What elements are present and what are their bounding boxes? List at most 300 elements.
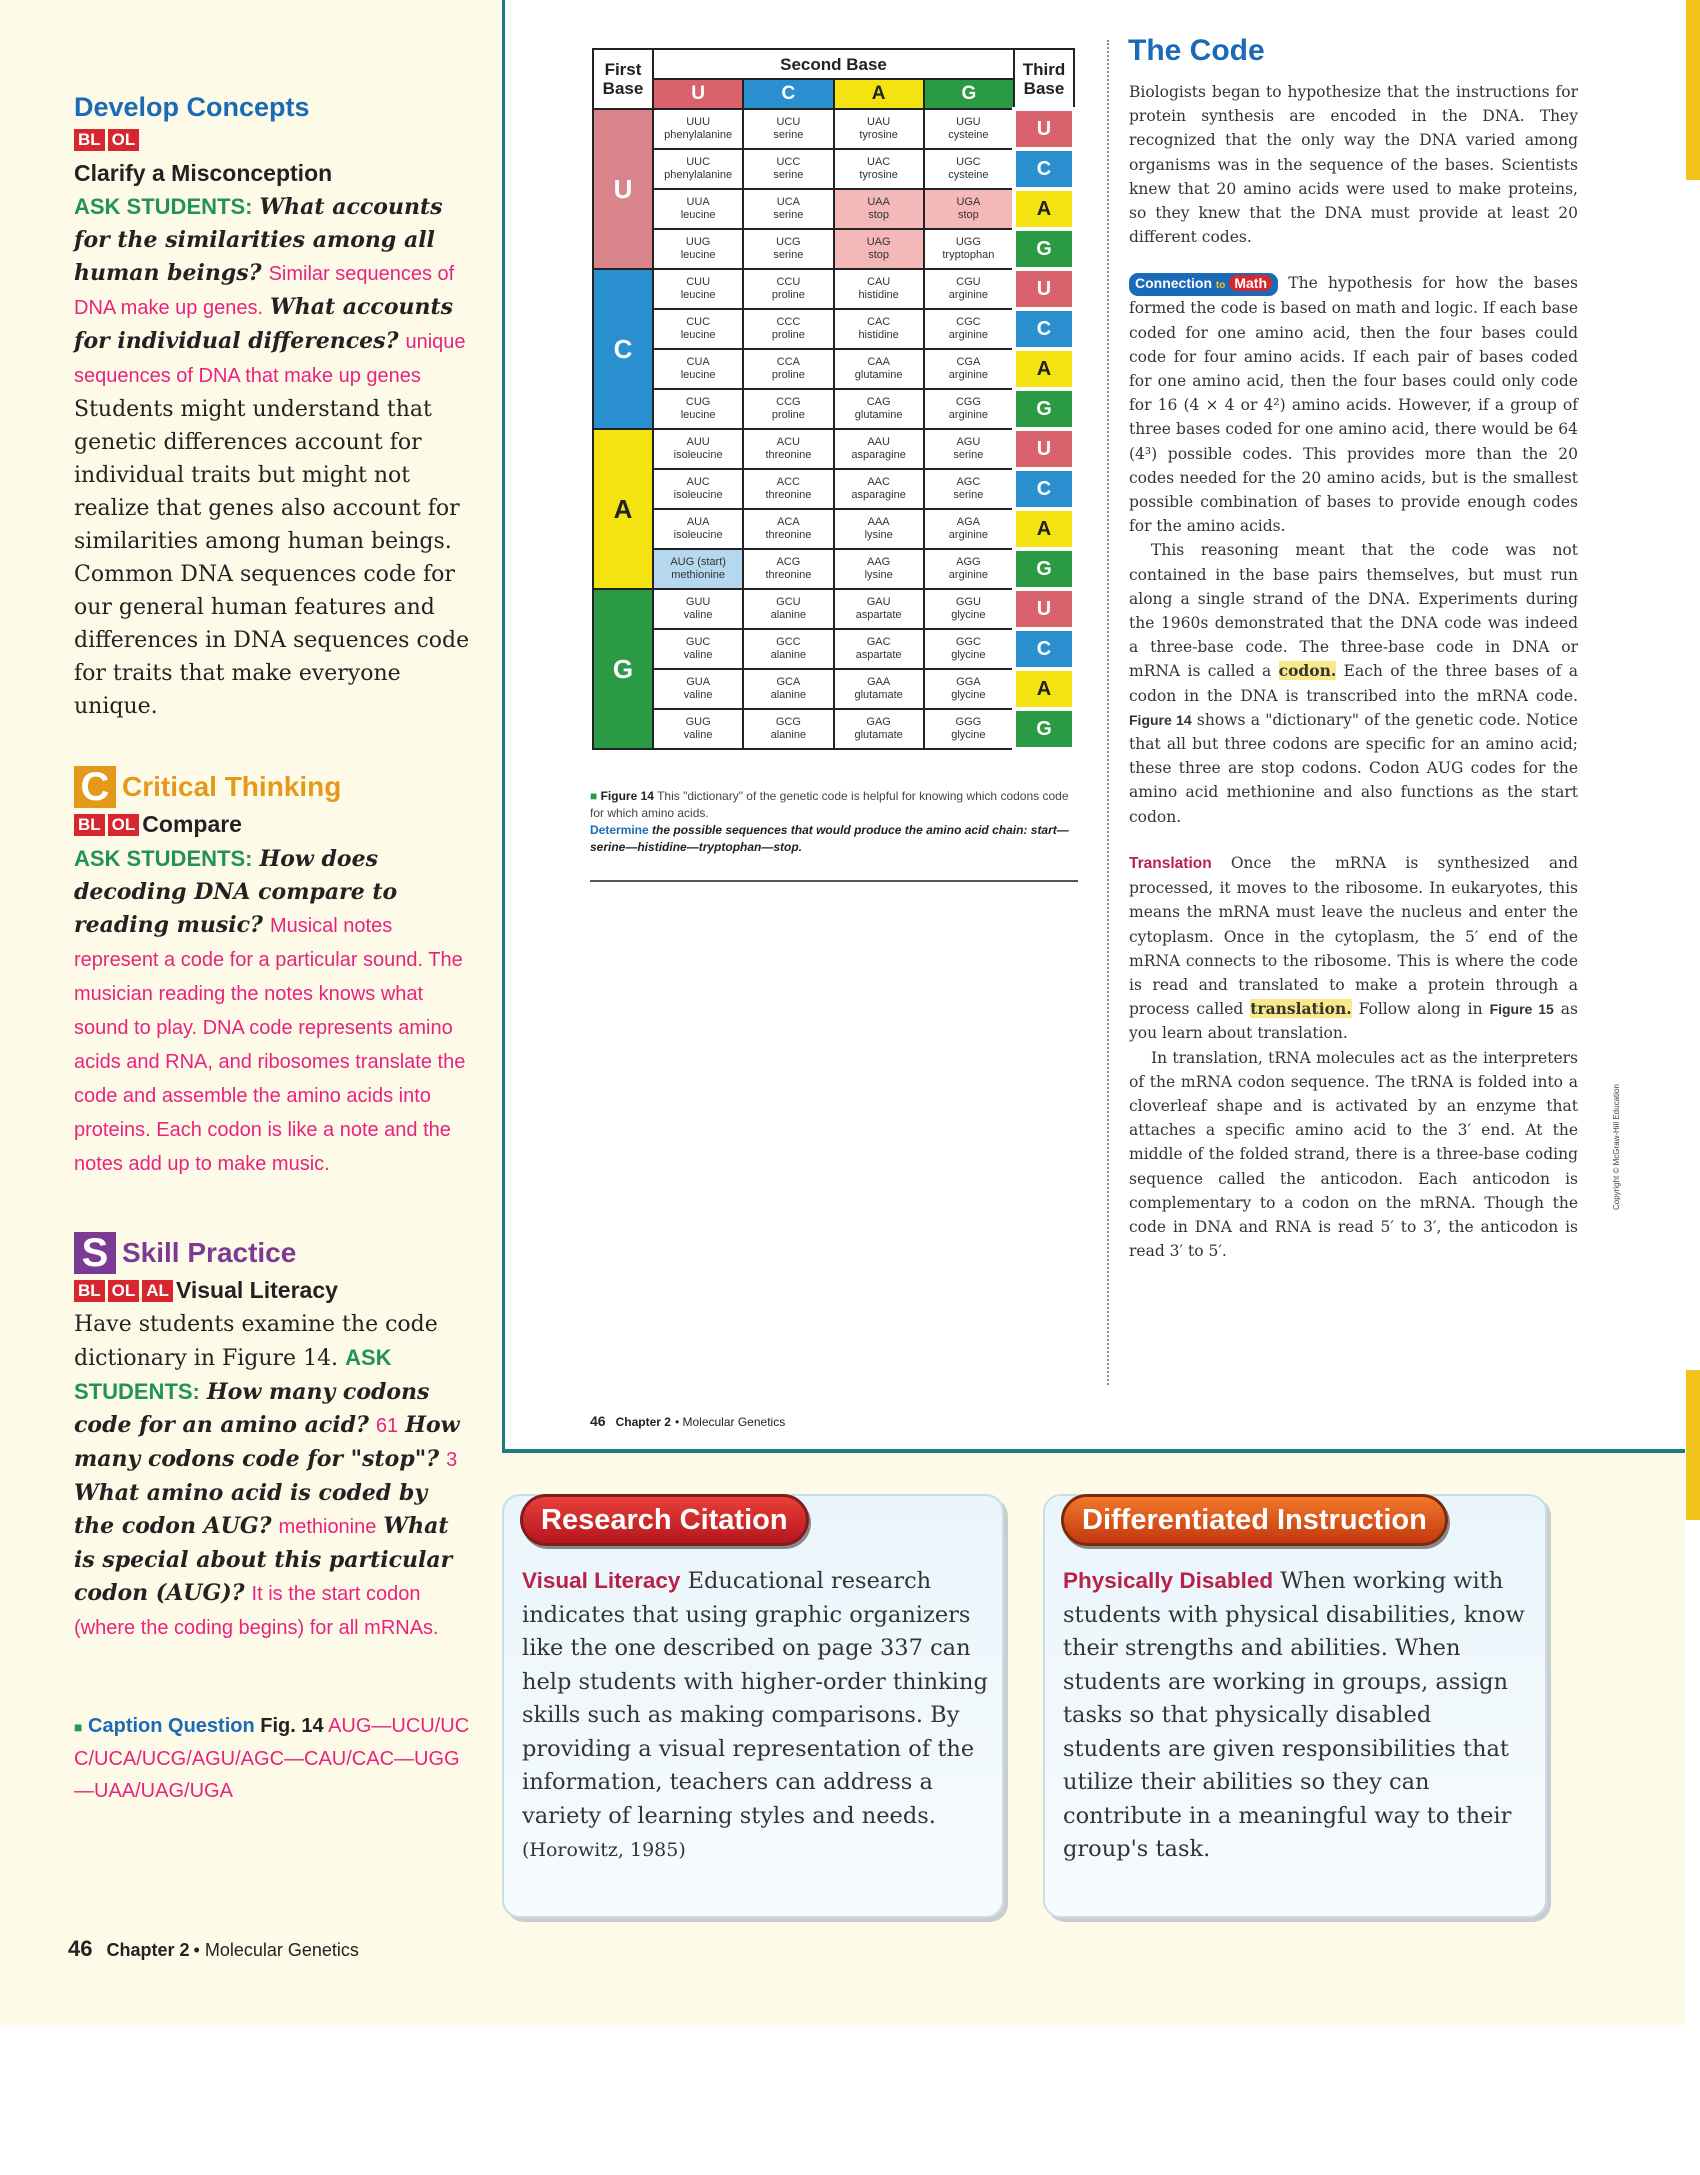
edge-tab-top <box>1686 0 1700 180</box>
codon: GAC <box>866 636 891 648</box>
amino-acid: alanine <box>770 729 807 741</box>
ask-students-label: ASK STUDENTS: <box>74 1345 392 1404</box>
amino-acid: cysteine <box>948 169 989 181</box>
codon: GGA <box>956 676 981 688</box>
answer: Musical notes represent a code for a particular sound. The musician reading the notes knows what sound to play. DNA code represents amino acids and RNA, and ribosomes translate the code and assemble the amino acids into proteins. Each codon is like a note and the notes add up to make music. <box>74 915 466 1175</box>
first-base-c: C <box>593 269 653 429</box>
codon: UAC <box>867 156 891 168</box>
amino-acid: stop <box>957 209 979 221</box>
develop-concepts-body <box>74 190 474 723</box>
edge-tab-bottom <box>1686 1370 1700 1520</box>
amino-acid: asparagine <box>851 489 906 501</box>
third-base-a: A <box>1014 189 1074 229</box>
codon-cell <box>743 109 833 149</box>
diff-head: Physically Disabled <box>1063 1568 1274 1593</box>
codon: UUA <box>686 196 710 208</box>
codon: AUG (start) <box>670 556 726 568</box>
codon: CGA <box>956 356 981 368</box>
amino-acid: isoleucine <box>673 489 723 501</box>
clarify-heading: Clarify a Misconception <box>74 160 333 186</box>
figure-label: Figure 14 <box>600 789 654 803</box>
codon: UAU <box>867 116 891 128</box>
question: What accounts for individual differences? <box>74 294 454 354</box>
codon: UCU <box>776 116 801 128</box>
amino-acid: glycine <box>951 689 986 701</box>
amino-acid: leucine <box>680 209 716 221</box>
amino-acid: glycine <box>951 649 986 661</box>
answer: methionine <box>278 1516 377 1538</box>
first-base-g: G <box>593 589 653 749</box>
codon: GCG <box>775 716 801 728</box>
amino-acid: valine <box>683 649 713 661</box>
amino-acid: leucine <box>680 369 716 381</box>
ask-students-label: ASK STUDENTS: <box>74 194 253 219</box>
vocab-term: codon. <box>1278 661 1337 681</box>
amino-acid: valine <box>683 729 713 741</box>
amino-acid: leucine <box>680 289 716 301</box>
codon-cell <box>924 709 1014 749</box>
codon: UGU <box>956 116 981 128</box>
caption-question-answer: AUG—UCU/UCC/UCA/UCG/AGU/AGC—CAU/CAC—UGG—UAA/UAG/UGA <box>74 1715 470 1802</box>
copyright-notice: Copyright © McGraw-Hill Education <box>1612 1084 1621 1210</box>
amino-acid: proline <box>771 329 805 341</box>
article-title: The Code <box>1128 34 1265 67</box>
codon: AGU <box>956 436 981 448</box>
amino-acid: phenylalanine <box>664 129 733 141</box>
compare-heading: Compare <box>142 811 242 837</box>
codon-cell <box>924 109 1014 149</box>
amino-acid: stop <box>868 209 890 221</box>
question: What is special about this particular codon (AUG)? <box>74 1513 453 1606</box>
codon-cell <box>834 429 924 469</box>
codon-cell <box>653 109 743 149</box>
codon-cell <box>653 429 743 469</box>
codon: CCU <box>776 276 801 288</box>
codon-cell <box>743 629 833 669</box>
codon-cell <box>924 269 1014 309</box>
develop-concepts-section <box>74 90 474 723</box>
codon: AAC <box>867 476 890 488</box>
codon: CGC <box>956 316 981 328</box>
amino-acid: threonine <box>765 569 812 581</box>
second-base-header: Second Base <box>653 49 1014 79</box>
codon-cell <box>653 709 743 749</box>
codon: GGC <box>955 636 981 648</box>
codon-cell <box>743 589 833 629</box>
codon: AUA <box>686 516 710 528</box>
third-base-g: G <box>1014 389 1074 429</box>
codon-cell <box>653 589 743 629</box>
critical-thinking-body <box>74 842 474 1181</box>
amino-acid: cysteine <box>948 129 989 141</box>
chapter-label: Chapter 2 <box>615 1415 671 1429</box>
research-citation-text <box>522 1564 992 1868</box>
codon: AUU <box>686 436 710 448</box>
research-cite: (Horowitz, 1985) <box>522 1839 686 1861</box>
codon: CGU <box>956 276 981 288</box>
codon-cell <box>834 149 924 189</box>
codon-cell <box>834 189 924 229</box>
codon-cell <box>924 429 1014 469</box>
codon-cell <box>924 309 1014 349</box>
codon-cell <box>924 629 1014 669</box>
codon: UGA <box>956 196 981 208</box>
paragraph-text: Follow along in <box>1358 1000 1483 1019</box>
diff-body: When working with students with physical disabilities, know their strengths and abilities. When students are working in groups, assign tasks so that physically disabled students are given responsibilities that utilize their abilities so they can contribute in a meaningful way to their group's task. <box>1063 1568 1525 1862</box>
chapter-topic: Molecular Genetics <box>204 1940 359 1960</box>
codon-cell <box>834 389 924 429</box>
differentiated-instruction-text <box>1063 1564 1533 1867</box>
codon-cell <box>743 309 833 349</box>
amino-acid: arginine <box>948 569 988 581</box>
codon: CAA <box>867 356 890 368</box>
third-base-u: U <box>1014 429 1074 469</box>
answer: It is the start codon (where the coding begins) for all mRNAs. <box>74 1583 439 1639</box>
amino-acid: proline <box>771 409 805 421</box>
codon-cell <box>834 469 924 509</box>
codon-cell <box>834 549 924 589</box>
codon: CUU <box>686 276 711 288</box>
codon: ACA <box>777 516 800 528</box>
codon: UUU <box>686 116 711 128</box>
codon-cell <box>743 189 833 229</box>
tag-bl: BL <box>74 129 105 151</box>
codon: UAG <box>866 236 891 248</box>
figure-caption <box>590 788 1078 856</box>
codon: UGG <box>955 236 981 248</box>
codon-cell <box>924 229 1014 269</box>
page-number: 46 <box>590 1413 606 1429</box>
third-base-g: G <box>1014 709 1074 749</box>
tag-bl: BL <box>74 814 105 836</box>
third-base-a: A <box>1014 669 1074 709</box>
codon: GAA <box>867 676 891 688</box>
paragraph-text: as you learn about translation. <box>1129 1000 1578 1043</box>
caption-question-label: Caption Question <box>88 1715 255 1737</box>
amino-acid: asparagine <box>851 449 906 461</box>
amino-acid: glycine <box>951 729 986 741</box>
caption-rule <box>590 880 1078 882</box>
codon-cell <box>653 629 743 669</box>
answer: 3 <box>446 1449 458 1471</box>
amino-acid: threonine <box>765 449 812 461</box>
amino-acid: alanine <box>770 609 807 621</box>
research-head: Visual Literacy <box>522 1568 681 1593</box>
codon: CGG <box>955 396 981 408</box>
codon-cell <box>653 669 743 709</box>
codon: ACU <box>776 436 800 448</box>
amino-acid: methionine <box>671 569 726 581</box>
explanation-text: Students might understand that genetic differences account for individual traits but might not realize that genes also account for similarities among human beings. Common DNA sequences code for our general human features and differences in DNA sequences code for traits that make everyone unique. <box>74 397 470 719</box>
question: How many codons code for "stop"? <box>74 1412 460 1472</box>
codon-cell <box>924 189 1014 229</box>
question: What accounts for the similarities among all human beings? <box>74 194 443 286</box>
differentiated-instruction-title: Differentiated Instruction <box>1061 1494 1448 1546</box>
codon: ACG <box>776 556 801 568</box>
research-body: Educational research indicates that using graphic organizers like the one described on page 337 can help students with higher-order thinking skills such as making comparisons. By providing a visual representation of the information, teachers can address a variety of learning styles and needs. <box>522 1568 988 1829</box>
amino-acid: proline <box>771 369 805 381</box>
paragraph-text: Once the mRNA is synthesized and processed, it moves to the ribosome. In eukaryotes, this means the mRNA must leave the nucleus and enter the cytoplasm. Once in the cytoplasm, the 5′ end of the mRNA connects to the ribosome. This is where the code is read and translated to make a protein through a process called <box>1129 853 1578 1019</box>
amino-acid: serine <box>953 489 984 501</box>
amino-acid: alanine <box>770 649 807 661</box>
codon-cell <box>834 309 924 349</box>
codon-cell <box>653 269 743 309</box>
research-citation-title: Research Citation <box>520 1494 809 1546</box>
caption-question <box>74 1710 474 1807</box>
codon: CAC <box>867 316 891 328</box>
vocab-term: translation. <box>1250 999 1352 1019</box>
codon: GUU <box>685 596 711 608</box>
codon-cell <box>834 509 924 549</box>
develop-concepts-title: Develop Concepts <box>74 92 310 122</box>
third-base-a: A <box>1014 509 1074 549</box>
codon: UCG <box>776 236 801 248</box>
codon-cell <box>743 669 833 709</box>
question: How many codons code for an amino acid? <box>74 1379 430 1438</box>
codon-cell <box>834 349 924 389</box>
amino-acid: aspartate <box>855 609 902 621</box>
skill-practice-section <box>74 1232 474 1645</box>
figure-caption-text: This "dictionary" of the genetic code is helpful for knowing which codons code for which amino acids. <box>590 789 1069 820</box>
codon: AGG <box>956 556 981 568</box>
amino-acid: stop <box>868 249 890 261</box>
codon-cell <box>834 269 924 309</box>
codon-cell <box>924 509 1014 549</box>
codon: GGU <box>955 596 981 608</box>
footer-left <box>68 1936 359 1962</box>
codon: AAG <box>867 556 891 568</box>
critical-thinking-section <box>74 766 474 1181</box>
amino-acid: aspartate <box>855 649 902 661</box>
question: How does decoding DNA compare to reading music? <box>74 846 398 938</box>
third-base-u: U <box>1014 269 1074 309</box>
codon: GCC <box>776 636 801 648</box>
codon-cell <box>653 349 743 389</box>
third-base-u: U <box>1014 109 1074 149</box>
question: What amino acid is coded by the codon AUG? <box>74 1480 428 1539</box>
connection-badge <box>1129 273 1278 296</box>
codon: ACC <box>776 476 800 488</box>
amino-acid: glutamate <box>854 689 903 701</box>
codon-cell <box>653 189 743 229</box>
codon-cell <box>924 549 1014 589</box>
codon-cell <box>743 709 833 749</box>
amino-acid: isoleucine <box>673 449 723 461</box>
figure-reference: Figure 14 <box>1129 711 1192 728</box>
codon: GCA <box>776 676 801 688</box>
amino-acid: threonine <box>765 529 812 541</box>
differentiated-instruction-box <box>1043 1494 1547 1918</box>
codon-cell <box>834 109 924 149</box>
skill-practice-title: Skill Practice <box>122 1237 297 1268</box>
determine-label: Determine <box>590 823 649 837</box>
instruction-text: Have students examine the code dictionary in Figure 14. <box>74 1312 438 1371</box>
codon-cell <box>653 509 743 549</box>
amino-acid: serine <box>773 209 804 221</box>
amino-acid: histidine <box>858 289 899 301</box>
codon-cell <box>653 469 743 509</box>
codon-table <box>592 48 1076 751</box>
amino-acid: glycine <box>951 609 986 621</box>
amino-acid: valine <box>683 689 713 701</box>
codon: GAG <box>866 716 891 728</box>
footer-inner <box>590 1413 785 1429</box>
tag-bl: BL <box>74 1280 105 1302</box>
amino-acid: isoleucine <box>673 529 723 541</box>
first-base-header: First Base <box>593 49 653 109</box>
codon-cell <box>653 229 743 269</box>
codon: AAA <box>867 516 890 528</box>
codon: UGC <box>956 156 981 168</box>
codon-cell <box>834 629 924 669</box>
separator: • <box>674 1415 680 1429</box>
second-base-g: G <box>924 79 1014 109</box>
third-base-u: U <box>1014 589 1074 629</box>
paragraph <box>1129 851 1578 1046</box>
codon: UUG <box>685 236 711 248</box>
codon-cell <box>924 469 1014 509</box>
codon: CAU <box>867 276 891 288</box>
tag-ol: OL <box>108 1280 140 1302</box>
third-base-g: G <box>1014 549 1074 589</box>
amino-acid: valine <box>683 609 713 621</box>
third-base-c: C <box>1014 469 1074 509</box>
paragraph-text: This reasoning meant that the code was not contained in the base pairs themselves, but must run along a single strand of the DNA. Experiments during the 1960s demonstrated that the DNA code was indeed a three-base code. The three-base code in DNA or mRNA is called a <box>1129 541 1578 681</box>
answer: 61 <box>375 1415 399 1437</box>
codon: GUC <box>685 636 711 648</box>
tag-ol: OL <box>108 129 140 151</box>
codon: AUC <box>686 476 710 488</box>
codon-cell <box>743 469 833 509</box>
paragraph-text: shows a "dictionary" of the genetic code. Notice that all but three codons are specific for an amino acid; these three are stop codons. Codon AUG codes for the amino acid methionine and also functions as the start codon. <box>1129 710 1578 826</box>
amino-acid: leucine <box>680 409 716 421</box>
codon: GCU <box>776 596 801 608</box>
third-base-c: C <box>1014 629 1074 669</box>
codon-cell <box>924 389 1014 429</box>
codon: GGG <box>955 716 982 728</box>
codon-cell <box>834 709 924 749</box>
paragraph-text: The hypothesis for how the bases formed the code is based on math and logic. If each base coded for one amino acid, then the four bases could code for four amino acids. If each pair of bases coded for one amino acid, then the four bases could only code for 16 (4 × 4 or 4²) amino acids. However, if a group of three bases coded for one amino acid, there would be 64 (4³) possible codes. This provides more than the 20 codes needed for the 20 amino acids, but is the smallest possible combination of bases to provide enough codes for the amino acids. <box>1129 274 1578 536</box>
page-number: 46 <box>68 1936 93 1961</box>
separator: • <box>193 1940 200 1960</box>
amino-acid: serine <box>773 129 804 141</box>
codon-cell <box>743 389 833 429</box>
third-base-a: A <box>1014 349 1074 389</box>
chapter-label: Chapter 2 <box>106 1940 190 1960</box>
first-base-a: A <box>593 429 653 589</box>
critical-thinking-icon: C <box>74 766 116 808</box>
codon: UCA <box>776 196 800 208</box>
amino-acid: leucine <box>680 249 716 261</box>
tag-al: AL <box>142 1280 173 1302</box>
codon: CUC <box>686 316 711 328</box>
codon: UUC <box>686 156 711 168</box>
first-base-u: U <box>593 109 653 269</box>
caption-question-fig: Fig. 14 <box>260 1715 324 1737</box>
critical-thinking-title: Critical Thinking <box>122 771 342 802</box>
codon: AGA <box>956 516 980 528</box>
third-base-header: Third Base <box>1014 49 1074 109</box>
codon: AGC <box>956 476 981 488</box>
second-base-c: C <box>743 79 833 109</box>
codon: GUG <box>685 716 711 728</box>
codon-cell <box>653 389 743 429</box>
amino-acid: tyrosine <box>859 169 898 181</box>
codon: UCC <box>776 156 801 168</box>
second-base-a: A <box>834 79 924 109</box>
codon-cell <box>834 669 924 709</box>
amino-acid: alanine <box>770 689 807 701</box>
amino-acid: lysine <box>864 529 893 541</box>
chapter-topic: Molecular Genetics <box>682 1415 786 1429</box>
paragraph: Biologists began to hypothesize that the instructions for protein synthesis are encoded in the DNA. They recognized that the only way the DNA varied among organisms was in the sequence of the bases. Scientists knew that 20 amino acids were used to make proteins, so they knew that the DNA must provide at least 20 different codes. <box>1129 83 1578 247</box>
codon-cell <box>924 149 1014 189</box>
third-base-c: C <box>1014 309 1074 349</box>
codon-cell <box>653 149 743 189</box>
codon-cell <box>834 589 924 629</box>
codon: CCC <box>776 316 801 328</box>
answer: Similar sequences of DNA make up genes. <box>74 263 455 319</box>
figure-question: the possible sequences that would produce the amino acid chain: start—serine—histidine—tryptophan—stop. <box>590 823 1069 854</box>
paragraph: In translation, tRNA molecules act as the interpreters of the mRNA codon sequence. The tRNA is folded into a cloverleaf shape and is activated by an enzyme that attaches a specific amino acid to the 3′ end. At the middle of the folded strand, there is a three-base coding sequence called the anticodon. Each anticodon is complementary to a codon on the mRNA. Though the code in DNA and RNA is read 5′ to 3′, the anticodon is read 3′ to 5′. <box>1129 1048 1578 1261</box>
codon: GAU <box>866 596 891 608</box>
connection-label: Connection <box>1135 275 1212 292</box>
codon: CCA <box>776 356 800 368</box>
ask-students-label: ASK STUDENTS: <box>74 846 253 871</box>
amino-acid: arginine <box>948 369 988 381</box>
answer: unique sequences of DNA that make up genes <box>74 331 466 387</box>
codon: GUA <box>686 676 711 688</box>
skill-practice-body <box>74 1308 474 1645</box>
connection-subject: Math <box>1229 275 1272 291</box>
amino-acid: serine <box>953 449 984 461</box>
amino-acid: tyrosine <box>859 129 898 141</box>
paragraph-text: Each of the three bases of a codon in the DNA is transcribed into the mRNA code. <box>1129 662 1578 705</box>
amino-acid: glutamine <box>854 369 903 381</box>
amino-acid: serine <box>773 169 804 181</box>
codon: CCG <box>776 396 801 408</box>
codon-cell <box>743 269 833 309</box>
skill-practice-icon: S <box>74 1232 116 1274</box>
codon-cell <box>743 229 833 269</box>
paragraph <box>1129 271 1578 538</box>
amino-acid: proline <box>771 289 805 301</box>
amino-acid: arginine <box>948 529 988 541</box>
figure-reference: Figure 15 <box>1489 1001 1554 1018</box>
bullet-icon: ■ <box>590 789 598 803</box>
codon-cell <box>924 349 1014 389</box>
codon-cell <box>834 229 924 269</box>
bullet-icon: ■ <box>74 1719 83 1735</box>
codon-cell <box>924 669 1014 709</box>
amino-acid: phenylalanine <box>664 169 733 181</box>
amino-acid: leucine <box>680 329 716 341</box>
amino-acid: glutamine <box>854 409 903 421</box>
codon-cell <box>653 549 743 589</box>
codon-cell <box>653 309 743 349</box>
paragraph <box>1129 538 1578 828</box>
codon: AAU <box>867 436 890 448</box>
codon: UAA <box>867 196 890 208</box>
translation-heading: Translation <box>1129 854 1212 872</box>
amino-acid: serine <box>773 249 804 261</box>
codon-cell <box>743 429 833 469</box>
amino-acid: lysine <box>864 569 893 581</box>
codon: CAG <box>866 396 891 408</box>
codon-cell <box>743 149 833 189</box>
amino-acid: tryptophan <box>942 249 995 261</box>
connection-to: to <box>1215 280 1226 292</box>
